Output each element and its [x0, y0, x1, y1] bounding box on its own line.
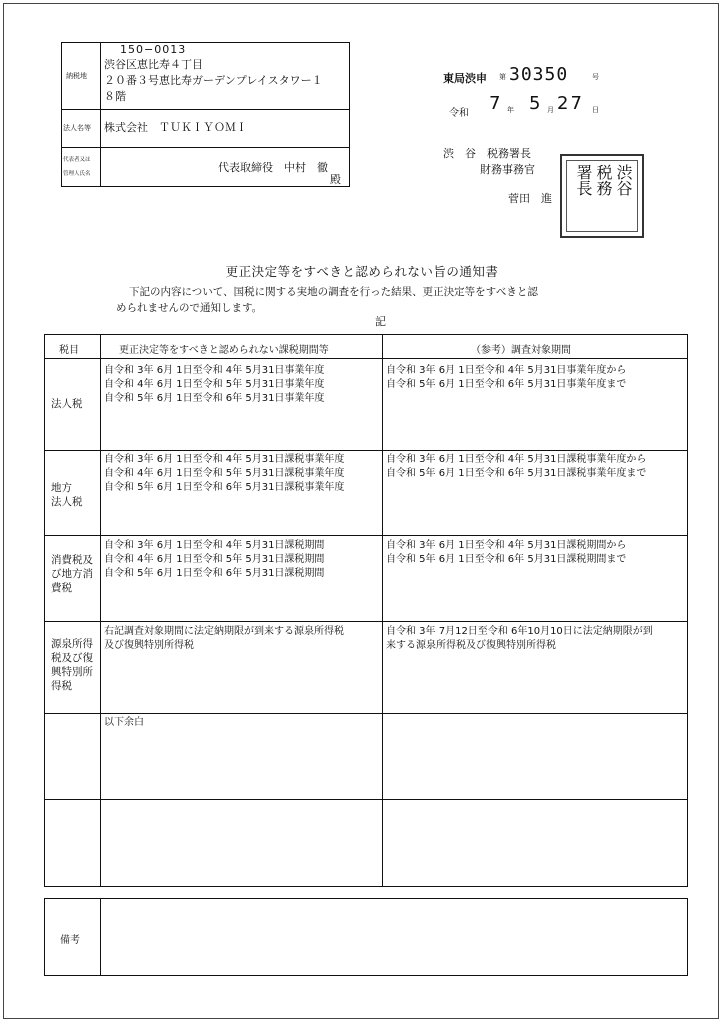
seal-char-3: 署長	[574, 164, 593, 196]
doc-number-value: 30350	[509, 64, 569, 85]
name-label: 法人名等	[63, 124, 91, 132]
seal-char-1: 渋谷	[614, 164, 633, 196]
header-reference: （参考）調査対象期間	[471, 345, 571, 356]
doc-prefix: 東局渋申	[443, 72, 487, 85]
representative-row	[62, 147, 349, 186]
doc-go: 号	[592, 73, 599, 81]
header-periods: 更正決定等をすべきと認められない課税期間等	[119, 345, 329, 356]
remarks-box	[44, 898, 688, 976]
row-periods-local-corporate-tax: 自令和 3年 6月 1日至令和 4年 5月31日課税事業年度 自令和 4年 6月 1日至令和 5年 5月31日課税事業年度 自令和 5年 6月 1日至令和 6年 5月31日課税事業年度	[104, 454, 345, 493]
rep-label-1: 代表者又は	[63, 157, 91, 163]
address-line-3: ８階	[104, 90, 126, 103]
date-gatsu: 月	[547, 106, 554, 114]
rep-label-2: 管理人氏名	[63, 171, 91, 177]
row-periods-corporate-tax: 自令和 3年 6月 1日至令和 4年 5月31日事業年度 自令和 4年 6月 1日至令和 5年 5月31日事業年度 自令和 5年 6月 1日至令和 6年 5月31日事業年度	[104, 365, 325, 404]
doc-dai: 第	[499, 73, 506, 81]
date-month: 5	[529, 93, 541, 114]
header-tax-item: 税目	[59, 345, 79, 356]
address-line-1: 渋谷区恵比寿４丁目	[104, 58, 203, 71]
results-table	[44, 334, 688, 887]
row-periods-blank-note: 以下余白	[104, 717, 144, 728]
row-reference-consumption-tax: 自令和 3年 6月 1日至令和 4年 5月31日課税期間から 自令和 5年 6月 1日至令和 6年 5月31日課税期間まで	[386, 540, 627, 565]
honorific: 殿	[330, 173, 341, 186]
address-label: 納税地	[66, 72, 87, 80]
remarks-label: 備考	[60, 935, 80, 946]
issuer-office: 渋 谷 税務署長	[443, 147, 531, 160]
row-periods-withholding-tax: 右記調査対象期間に法定納期限が到来する源泉所得税 及び復興特別所得税	[104, 626, 344, 651]
name-row	[62, 109, 349, 148]
document-title: 更正決定等をすべきと認められない旨の通知書	[225, 264, 499, 279]
date-year: 7	[489, 93, 501, 114]
company-name: 株式会社 ＴＵＫＩＹＯＭＩ	[104, 121, 247, 134]
row-label-corporate-tax: 法人税	[51, 398, 83, 410]
date-nichi: 日	[592, 106, 599, 114]
postal-code: 150−0013	[120, 43, 187, 56]
address-row	[62, 43, 349, 110]
row-label-local-corporate-tax: 地方 法人税	[51, 482, 83, 508]
row-label-withholding-tax: 源泉所得 税及び復 興特別所 得税	[51, 638, 93, 692]
date-era: 令和	[449, 108, 469, 119]
row-reference-local-corporate-tax: 自令和 3年 6月 1日至令和 4年 5月31日課税事業年度から 自令和 5年 6月 1日至令和 6年 5月31日課税事業年度まで	[386, 454, 647, 479]
issuer-title: 財務事務官	[480, 163, 535, 176]
row-reference-corporate-tax: 自令和 3年 6月 1日至令和 4年 5月31日事業年度から 自令和 5年 6月 1日至令和 6年 5月31日事業年度まで	[386, 365, 627, 390]
issuer-name: 菅田 進	[508, 192, 552, 205]
row-reference-withholding-tax: 自令和 3年 7月12日至令和 6年10月10日に法定納期限が到 来する源泉所得税及び復興特別所得税	[386, 626, 653, 651]
date-day: 27	[557, 93, 584, 114]
row-periods-consumption-tax: 自令和 3年 6月 1日至令和 4年 5月31日課税期間 自令和 4年 6月 1日至令和 5年 5月31日課税期間 自令和 5年 6月 1日至令和 6年 5月31日課税期間	[104, 540, 325, 579]
address-line-2: ２０番３号恵比寿ガーデンプレイスタワー１	[104, 74, 323, 87]
ki-marker: 記	[375, 315, 386, 328]
row-label-consumption-tax: 消費税及 び地方消 費税	[51, 554, 93, 594]
taxpayer-box	[61, 42, 350, 187]
intro-line-2: められませんので通知します。	[116, 302, 263, 314]
intro-line-1: 下記の内容について、国税に関する実地の調査を行った結果、更正決定等をすべきと認	[129, 286, 538, 298]
official-seal	[560, 154, 644, 238]
seal-char-2: 税務	[594, 164, 613, 196]
representative-name: 代表取締役 中村 徹	[218, 161, 328, 174]
date-nen: 年	[507, 106, 514, 114]
